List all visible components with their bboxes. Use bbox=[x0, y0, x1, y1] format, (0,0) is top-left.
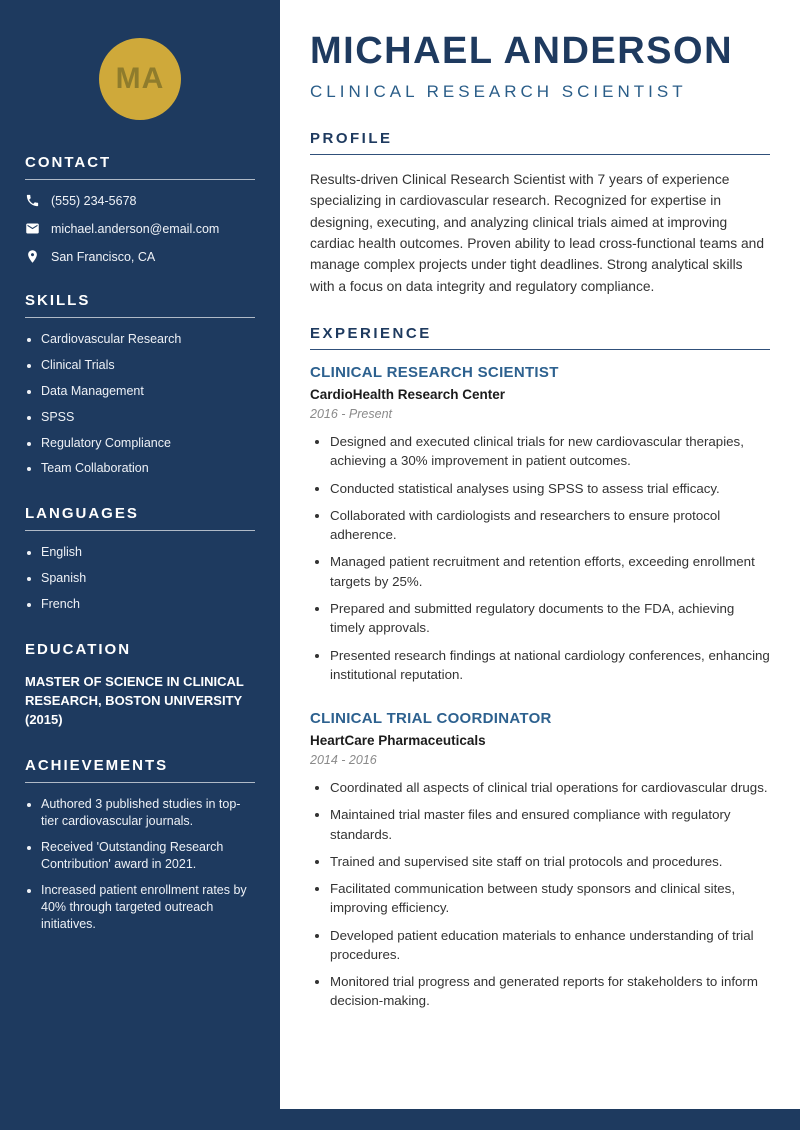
main-content bbox=[280, 0, 800, 1130]
avatar-wrap bbox=[25, 38, 255, 120]
job-bullet: • Monitored trial progress and generated reports for stakeholders to inform decision-making. bbox=[330, 972, 770, 1011]
contact-email-text: michael.anderson@email.com bbox=[51, 221, 220, 236]
job-title: CLINICAL TRIAL COORDINATOR bbox=[310, 710, 552, 728]
achievements-list bbox=[25, 796, 255, 932]
skill-item: • Cardiovascular Research bbox=[41, 331, 255, 348]
page-title: MICHAEL ANDERSON bbox=[310, 30, 734, 72]
sidebar bbox=[0, 0, 280, 1130]
job-bullet: • Designed and executed clinical trials for new cardiovascular therapies, achieving a 30% improvement in patient outcomes. bbox=[330, 432, 770, 471]
job-bullet: • Managed patient recruitment and retention efforts, exceeding enrollment targets by 25%. bbox=[330, 552, 770, 591]
job-subtitle: CLINICAL RESEARCH SCIENTIST bbox=[310, 81, 687, 101]
footer-bar bbox=[280, 1109, 800, 1130]
contact-item-email bbox=[25, 221, 255, 236]
profile-section-title: PROFILE bbox=[310, 130, 770, 155]
avatar bbox=[99, 38, 181, 120]
job-bullet: • Coordinated all aspects of clinical trial operations for cardiovascular drugs. bbox=[330, 778, 770, 797]
achievement-item: • Received 'Outstanding Research Contribution' award in 2021. bbox=[41, 839, 255, 873]
contact-item-location bbox=[25, 249, 255, 264]
avatar-initials: MA bbox=[115, 62, 165, 95]
phone-icon bbox=[25, 193, 40, 208]
language-item: • French bbox=[41, 596, 255, 613]
job-company: HeartCare Pharmaceuticals bbox=[310, 733, 486, 749]
job-title: CLINICAL RESEARCH SCIENTIST bbox=[310, 364, 559, 382]
skill-item: • Clinical Trials bbox=[41, 357, 255, 374]
languages-section bbox=[25, 505, 255, 613]
skill-item: • Regulatory Compliance bbox=[41, 435, 255, 452]
contact-phone-text: (555) 234-5678 bbox=[51, 193, 137, 208]
job-bullet: • Conducted statistical analyses using SPSS to assess trial efficacy. bbox=[330, 479, 770, 498]
skill-item: • SPSS bbox=[41, 409, 255, 426]
language-item: • Spanish bbox=[41, 570, 255, 587]
achievements-section bbox=[25, 757, 255, 932]
job-dates: 2016 - Present bbox=[310, 407, 392, 422]
job-entry bbox=[310, 710, 770, 1011]
experience-section bbox=[310, 325, 770, 1011]
education-degree: MASTER OF SCIENCE IN CLINICAL RESEARCH, BOSTON UNIVERSITY (2015) bbox=[25, 673, 244, 727]
job-bullet: • Presented research findings at national cardiology conferences, enhancing institutional reputation. bbox=[330, 646, 770, 685]
education-section bbox=[25, 641, 255, 730]
skill-item: • Team Collaboration bbox=[41, 460, 255, 477]
job-bullet: • Maintained trial master files and ensured compliance with regulatory standards. bbox=[330, 805, 770, 844]
education-section-title: EDUCATION bbox=[25, 640, 132, 658]
contact-section-title: CONTACT bbox=[25, 154, 255, 180]
job-entry bbox=[310, 364, 770, 684]
achievement-item: • Authored 3 published studies in top-tier cardiovascular journals. bbox=[41, 796, 255, 830]
achievement-item: • Increased patient enrollment rates by 40% through targeted outreach initiatives. bbox=[41, 882, 255, 933]
contact-section bbox=[25, 154, 255, 264]
email-icon bbox=[25, 221, 40, 236]
skills-section bbox=[25, 292, 255, 477]
job-bullet: • Collaborated with cardiologists and researchers to ensure protocol adherence. bbox=[330, 506, 770, 545]
job-bullet-list bbox=[310, 432, 770, 684]
contact-location-text: San Francisco, CA bbox=[51, 249, 156, 264]
achievements-section-title: ACHIEVEMENTS bbox=[25, 757, 255, 783]
skills-section-title: SKILLS bbox=[25, 292, 255, 318]
job-dates: 2014 - 2016 bbox=[310, 753, 377, 768]
language-item: • English bbox=[41, 544, 255, 561]
job-bullet: • Facilitated communication between study sponsors and clinical sites, improving efficiency. bbox=[330, 879, 770, 918]
location-icon bbox=[25, 249, 40, 264]
job-bullet: • Trained and supervised site staff on trial protocols and procedures. bbox=[330, 852, 770, 871]
experience-section-title: EXPERIENCE bbox=[310, 325, 770, 350]
profile-text: Results-driven Clinical Research Scientist with 7 years of experience specializing in cardiovascular research. Recognized for expertise in designing, executing, and analyzing clinical trials aimed at improving cardiac health outcomes. Proven ability to lead cross-functional teams and manage complex projects under tight deadlines. Strong analytical skills with a focus on data integrity and regulatory compliance. bbox=[310, 171, 765, 294]
languages-section-title: LANGUAGES bbox=[25, 505, 255, 531]
contact-item-phone bbox=[25, 193, 255, 208]
languages-list bbox=[25, 544, 255, 613]
job-bullet-list bbox=[310, 778, 770, 1011]
job-company: CardioHealth Research Center bbox=[310, 387, 506, 403]
job-bullet: • Prepared and submitted regulatory documents to the FDA, achieving timely approvals. bbox=[330, 599, 770, 638]
skills-list bbox=[25, 331, 255, 477]
profile-section bbox=[310, 130, 770, 297]
job-bullet: • Developed patient education materials to enhance understanding of trial procedures. bbox=[330, 926, 770, 965]
skill-item: • Data Management bbox=[41, 383, 255, 400]
